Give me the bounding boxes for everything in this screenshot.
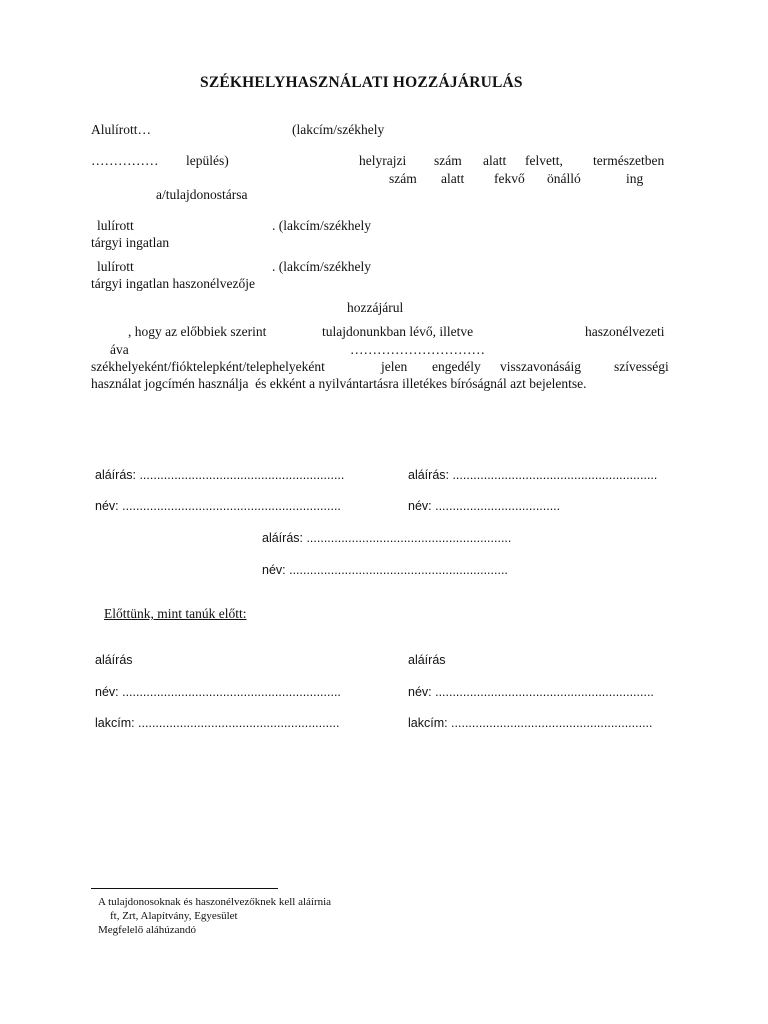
- p1-word: szám: [434, 153, 462, 168]
- p1-word: önálló: [547, 171, 581, 186]
- signature-line-center: aláírás: ...........................................................: [262, 531, 512, 545]
- witness-address-right: lakcím: ..........................................................: [408, 716, 653, 730]
- p3-undersigned: lulírott: [97, 259, 134, 274]
- name-line-center: név: ...............................................................: [262, 563, 508, 577]
- p1-dots: ……………: [91, 153, 159, 168]
- p2-property: tárgyi ingatlan: [91, 235, 170, 250]
- witness-name-right: név: ...............................................................: [408, 685, 654, 699]
- witness-name-left: név: ...............................................................: [95, 685, 341, 699]
- consent-word: hozzájárul: [347, 300, 404, 315]
- witness-signature-left: aláírás: [95, 653, 133, 667]
- p4-text: engedély: [432, 359, 481, 374]
- name-line-right: név: ....................................: [408, 499, 561, 513]
- p1-word: helyrajzi: [359, 153, 407, 168]
- p1-address-label: (lakcím/székhely: [292, 122, 385, 137]
- p4-text: visszavonásáig: [500, 359, 581, 374]
- footnote-3: Megfelelő aláhúzandó: [98, 924, 197, 936]
- p4-text: tulajdonunkban lévő, illetve: [322, 324, 474, 339]
- footnote-2: ft, Zrt, Alapítvány, Egyesület: [110, 910, 238, 922]
- p4-text: használat jogcímén használja és ekként a nyilvántartásra illetékes bíróságnál azt bejelentse.: [91, 376, 587, 391]
- footnote-1: A tulajdonosoknak és haszonélvezőknek kell aláírnia: [98, 896, 332, 908]
- witness-signature-right: aláírás: [408, 653, 446, 667]
- p3-address-label: . (lakcím/székhely: [272, 259, 371, 274]
- p1-word: alatt: [441, 171, 465, 186]
- p4-text: jelen: [381, 359, 408, 374]
- name-line-left: név: ...............................................................: [95, 499, 341, 513]
- signature-line-right: aláírás: ...........................................................: [408, 468, 658, 482]
- p1-word: szám: [389, 171, 417, 186]
- p2-address-label: . (lakcím/székhely: [272, 218, 371, 233]
- p1-settlement: lepülés): [186, 153, 229, 168]
- document-title: SZÉKHELYHASZNÁLATI HOZZÁJÁRULÁS: [200, 74, 523, 91]
- witnesses-heading: Előttünk, mint tanúk előtt:: [104, 606, 247, 621]
- signature-line-left: aláírás: ...........................................................: [95, 468, 345, 482]
- p4-text: haszonélvezeti: [585, 324, 665, 339]
- p1-word: fekvő: [494, 171, 525, 186]
- witness-address-left: lakcím: ..........................................................: [95, 716, 340, 730]
- p1-word: természetben: [593, 153, 665, 168]
- p1-word: ing: [626, 171, 644, 186]
- p4-text: székhelyeként/fióktelepként/telephelyeként: [91, 359, 325, 374]
- p1-owner: a/tulajdonostársa: [156, 187, 248, 202]
- p4-text: szívességi: [614, 359, 669, 374]
- p1-word: alatt: [483, 153, 507, 168]
- p3-usufructuary: tárgyi ingatlan haszonélvezője: [91, 276, 255, 291]
- p4-text: áva: [110, 342, 129, 357]
- p1-word: felvett,: [525, 153, 563, 168]
- p1-undersigned: Alulírott…: [91, 122, 151, 137]
- p2-undersigned: lulírott: [97, 218, 134, 233]
- p4-text: , hogy az előbbiek szerint: [128, 324, 267, 339]
- footnote-divider: [91, 888, 278, 889]
- p4-dots: …………………………: [350, 342, 485, 357]
